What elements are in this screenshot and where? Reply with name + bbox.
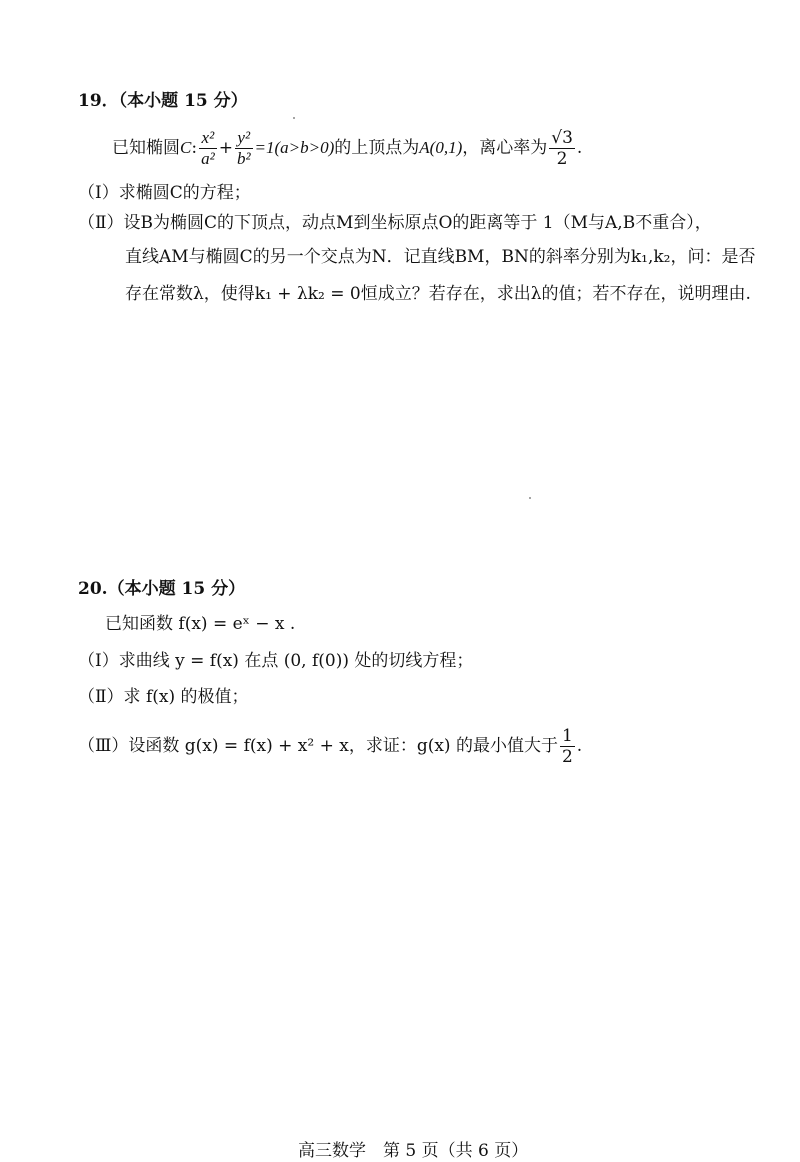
q19-part1: （Ⅰ）求椭圆C的方程； (78, 183, 251, 203)
q19-part2-line1: （Ⅱ）设B为椭圆C的下顶点，动点M到坐标原点O的距离等于 1（M与A,B不重合）， (78, 213, 712, 233)
q20-header: 20.（本小题 15 分） (78, 579, 246, 599)
q20-intro: 已知函数 f(x) = eˣ − x . (105, 614, 296, 634)
fraction-denominator: a² (201, 149, 215, 168)
scan-speck (293, 117, 295, 119)
fraction-denominator: 2 (556, 149, 568, 169)
ellipse-equation-rest: =1(a>b>0) (254, 138, 335, 157)
page-footer: 高三数学 第 5 页（共 6 页） (298, 1141, 529, 1161)
fraction-numerator: √3 (551, 128, 573, 148)
fraction-numerator: x² (199, 128, 217, 149)
q19-intro-end: . (576, 138, 583, 158)
one-half-fraction (560, 726, 575, 767)
ellipse-name: C (180, 138, 192, 157)
q20-part1: （Ⅰ）求曲线 y = f(x) 在点 (0, f(0)) 处的切线方程； (78, 651, 474, 671)
q19-intro-mid: 的上顶点为 (334, 138, 420, 158)
fraction-numerator: 1 (561, 726, 573, 746)
eccentricity-fraction (549, 128, 575, 169)
q19-header: 19．（本小题 15 分） (78, 91, 248, 111)
fraction-numerator: y² (235, 128, 253, 149)
q19-part2-line3: 存在常数λ，使得k₁ + λk₂ = 0恒成立？若存在，求出λ的值；若不存在，说明理由. (125, 284, 751, 304)
scan-speck (529, 497, 531, 499)
q19-intro-ecc: ，离心率为 (462, 138, 548, 158)
fraction-y2-b2 (235, 128, 253, 169)
q19-intro: 已知椭圆C: $\frac{\text{x²}}{\text{a²}}$ + $\frac{\text{y²}}{\text{b²}}$ =1(a>b>0)的上顶点为A(0,1)，离心率为 $\frac{√3}{2}$ . (112, 128, 583, 169)
point-a: A(0,1) (419, 138, 463, 157)
fraction-denominator: b² (236, 149, 251, 168)
q20-part3-end: . (576, 736, 583, 756)
fraction-denominator: 2 (561, 747, 573, 767)
fraction-x2-a2 (199, 128, 217, 169)
q20-part2: （Ⅱ）求 f(x) 的极值； (78, 687, 249, 707)
q19-part2-line2: 直线AM与椭圆C的另一个交点为N．记直线BM，BN的斜率分别为k₁,k₂，问：是否 (125, 247, 756, 267)
q20-part3 (78, 722, 582, 770)
q19-intro-prefix: 已知椭圆 (112, 138, 180, 158)
q20-part3-prefix: （Ⅲ）设函数 g(x) = f(x) + x² + x，求证：g(x) 的最小值大于 (78, 736, 558, 756)
